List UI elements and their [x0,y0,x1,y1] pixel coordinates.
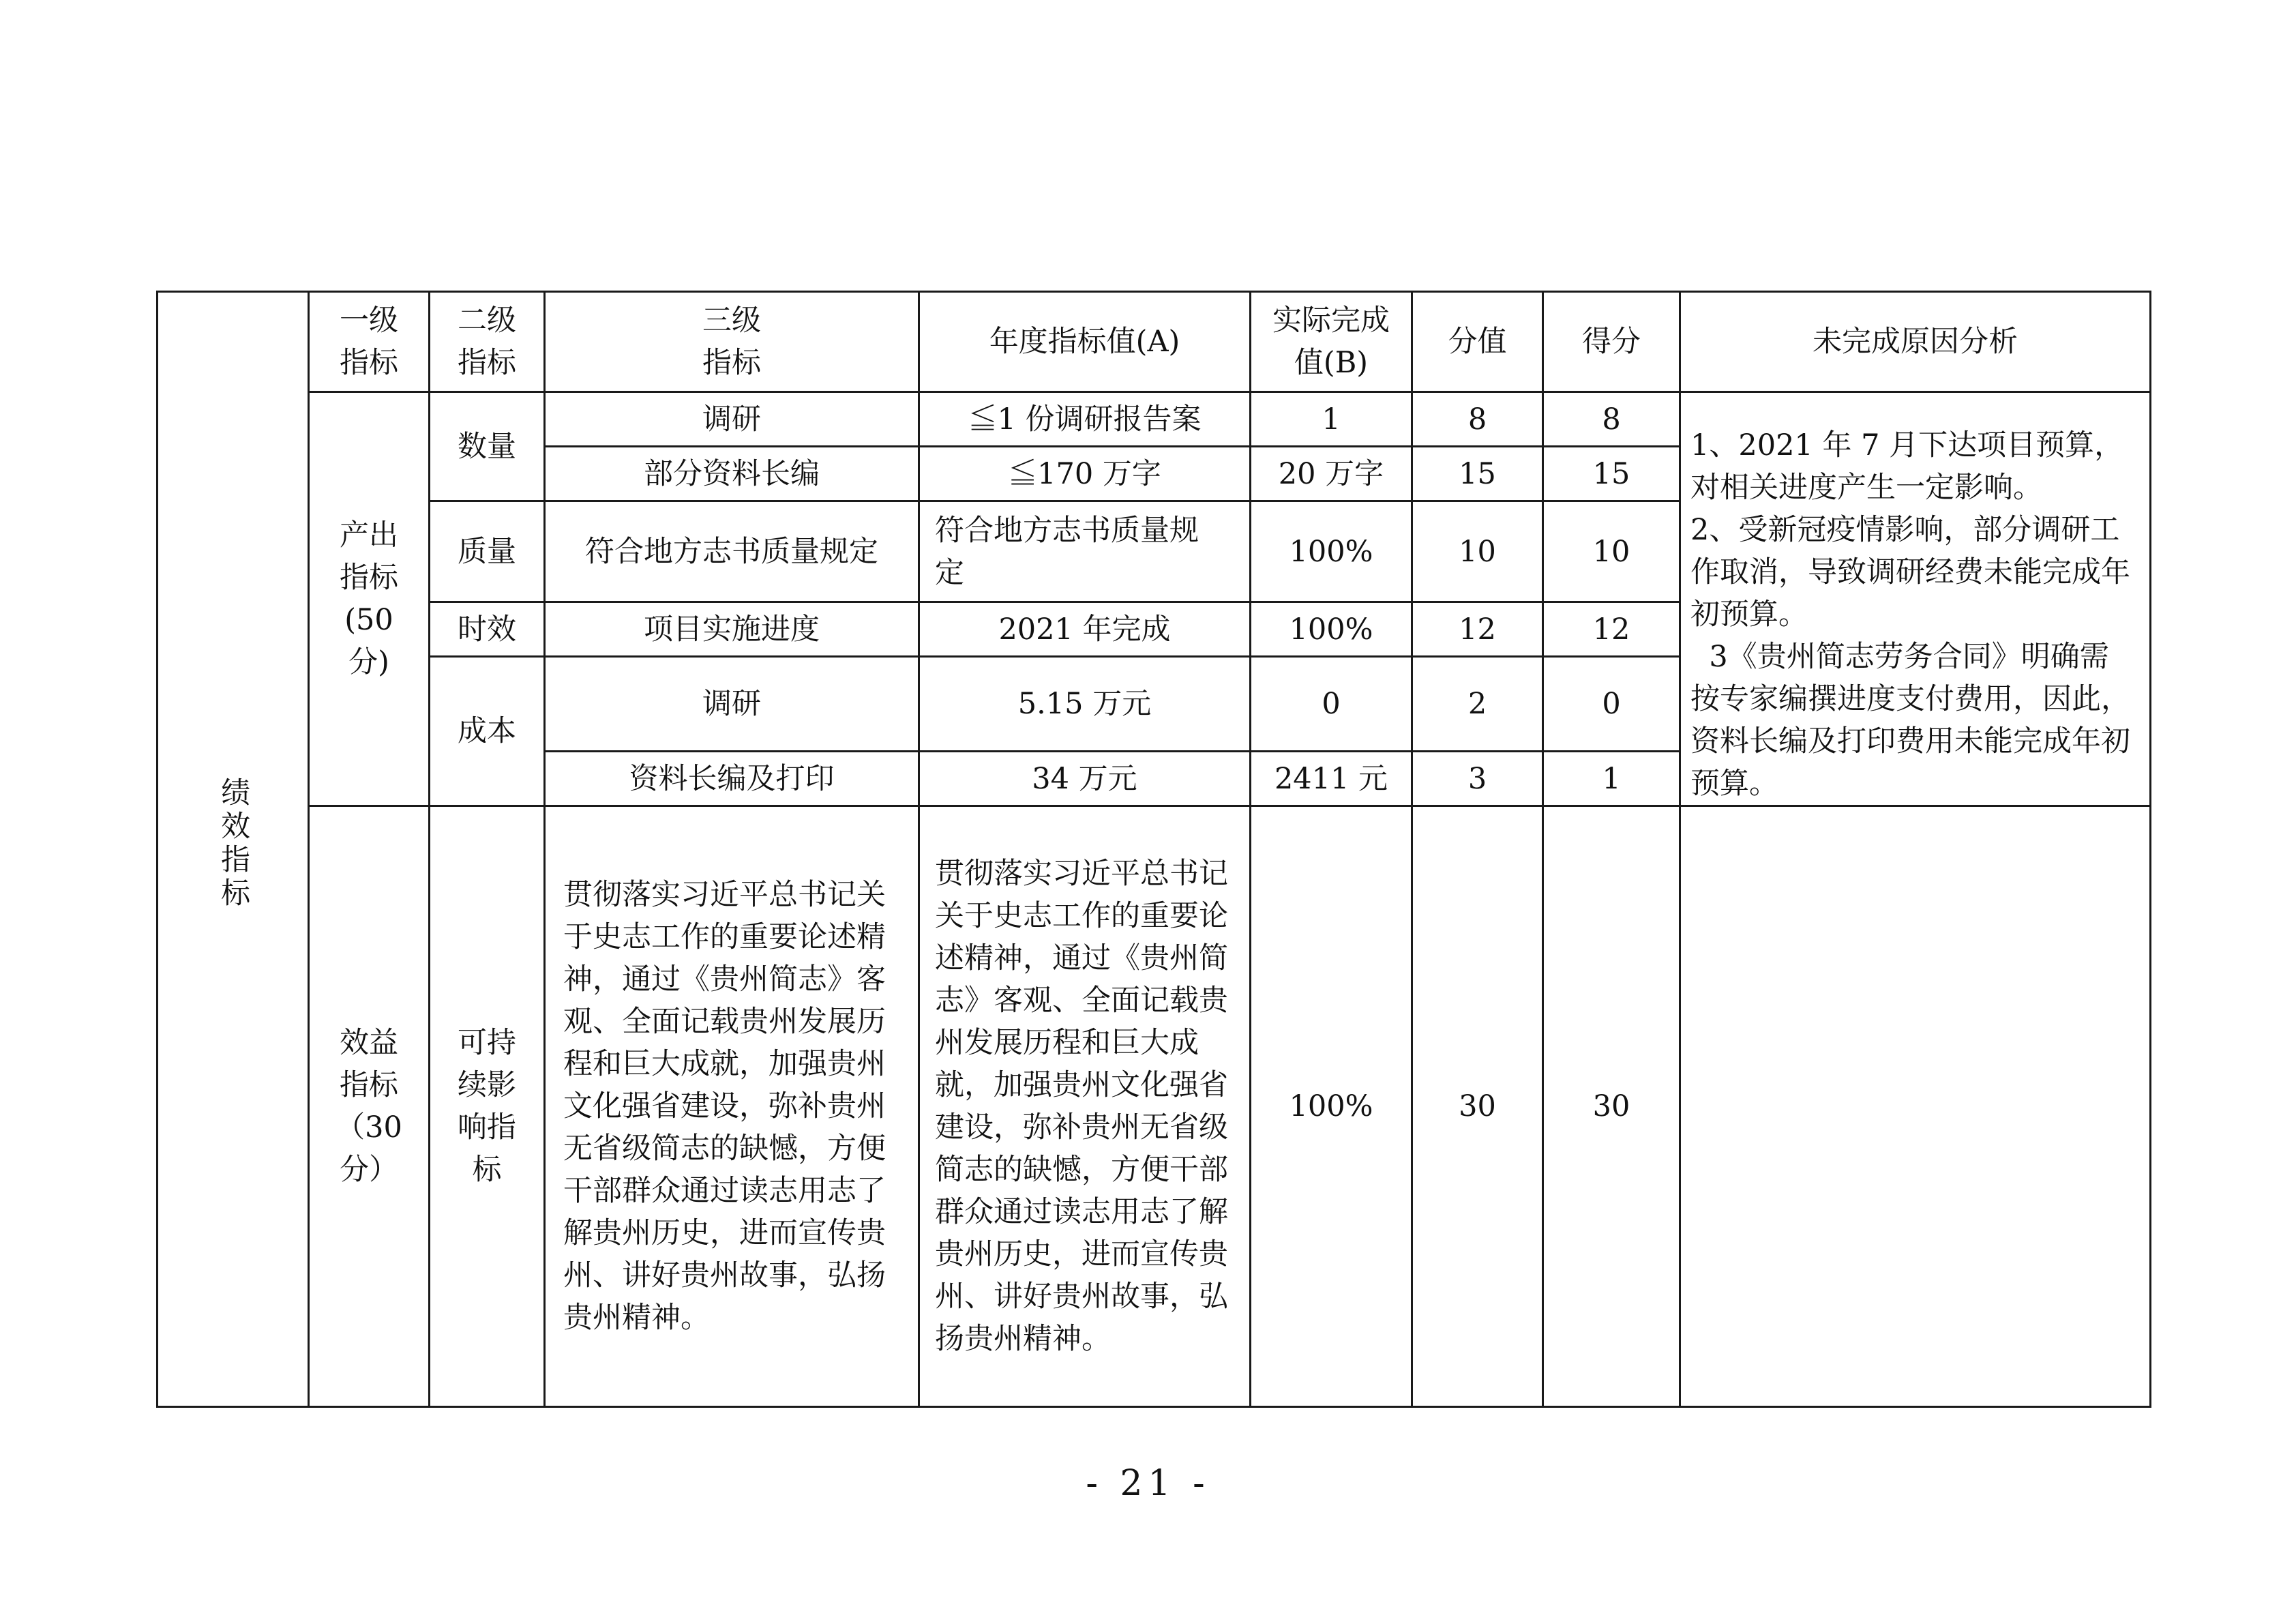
score-cell: 10 [1543,501,1680,602]
header-actual: 实际完成 值(B) [1251,292,1412,392]
header-level1: 一级 指标 [309,292,430,392]
table-row [158,392,2151,447]
target-cell: 34 万元 [919,752,1251,806]
benefit-indicator-text: 贯彻落实习近平总书记关于史志工作的重要论述精神，通过《贵州简志》客观、全面记载贵州发展历程和巨大成就，加强贵州文化强省建设，弥补贵州无省级简志的缺憾，方便干部群众通过读志用志了解贵州历史，进而宣传贵州、讲好贵州故事，弘扬贵州精神。 [545,806,919,1407]
timeliness-label: 时效 [430,602,545,657]
page-number: - 21 - [1086,1463,1210,1504]
value-cell: 12 [1412,602,1543,657]
value-cell: 15 [1412,447,1543,501]
section-label: 绩效指标 [216,776,251,911]
reason-line: 1、2021 年 7 月下达项目预算，对相关进度产生一定影响。 [1690,428,2124,505]
score-cell: 1 [1543,752,1680,806]
sustainable-impact-label: 可持 续影 响指 标 [430,806,545,1407]
target-cell: 5.15 万元 [919,657,1251,752]
actual-cell: 2411 元 [1251,752,1412,806]
score-cell: 15 [1543,447,1680,501]
header-target: 年度指标值(A) [919,292,1251,392]
output-indicator-label: 产出 指标 (50 分) [309,392,430,806]
target-cell: 符合地方志书质量规 定 [919,501,1251,602]
reason-line: 3《贵州简志劳务合同》明确需按专家编撰进度支付费用，因此，资料长编及打印费用未能完成年初预算。 [1690,640,2130,801]
table-row [158,806,2151,1407]
benefit-target-text: 贯彻落实习近平总书记关于史志工作的重要论述精神，通过《贵州简志》客观、全面记载贵州发展历程和巨大成就，加强贵州文化强省建设，弥补贵州无省级简志的缺憾，方便干部群众通过读志用志了解贵州历史，进而宣传贵州、讲好贵州故事，弘扬贵州精神。 [919,806,1251,1407]
header-level2: 二级 指标 [430,292,545,392]
header-reason: 未完成原因分析 [1680,292,2151,392]
header-score-value: 分值 [1412,292,1543,392]
score-cell: 0 [1543,657,1680,752]
indicator-cell: 调研 [545,392,919,447]
value-cell: 30 [1412,806,1543,1407]
actual-cell: 1 [1251,392,1412,447]
actual-cell: 0 [1251,657,1412,752]
quantity-label: 数量 [430,392,545,501]
actual-cell: 20 万字 [1251,447,1412,501]
target-cell: 2021 年完成 [919,602,1251,657]
actual-cell: 100% [1251,602,1412,657]
value-cell: 8 [1412,392,1543,447]
quality-label: 质量 [430,501,545,602]
benefit-indicator-label: 效益 指标 （30 分） [309,806,430,1407]
indicator-cell: 部分资料长编 [545,447,919,501]
actual-cell: 100% [1251,501,1412,602]
header-row [158,292,2151,392]
indicator-cell: 调研 [545,657,919,752]
value-cell: 3 [1412,752,1543,806]
indicator-cell: 资料长编及打印 [545,752,919,806]
value-cell: 10 [1412,501,1543,602]
section-label-cell [158,292,309,1407]
performance-indicator-table [156,291,2151,1408]
target-cell: ≦1 份调研报告案 [919,392,1251,447]
indicator-cell: 项目实施进度 [545,602,919,657]
cost-label: 成本 [430,657,545,806]
reason-cell [1680,392,2151,806]
actual-cell: 100% [1251,806,1412,1407]
reason-cell-empty [1680,806,2151,1407]
score-cell: 8 [1543,392,1680,447]
header-score-got: 得分 [1543,292,1680,392]
score-cell: 30 [1543,806,1680,1407]
indicator-cell: 符合地方志书质量规定 [545,501,919,602]
value-cell: 2 [1412,657,1543,752]
target-cell: ≦170 万字 [919,447,1251,501]
score-cell: 12 [1543,602,1680,657]
reason-line: 2、受新冠疫情影响，部分调研工作取消，导致调研经费未能完成年初预算。 [1690,513,2130,632]
header-level3: 三级 指标 [545,292,919,392]
